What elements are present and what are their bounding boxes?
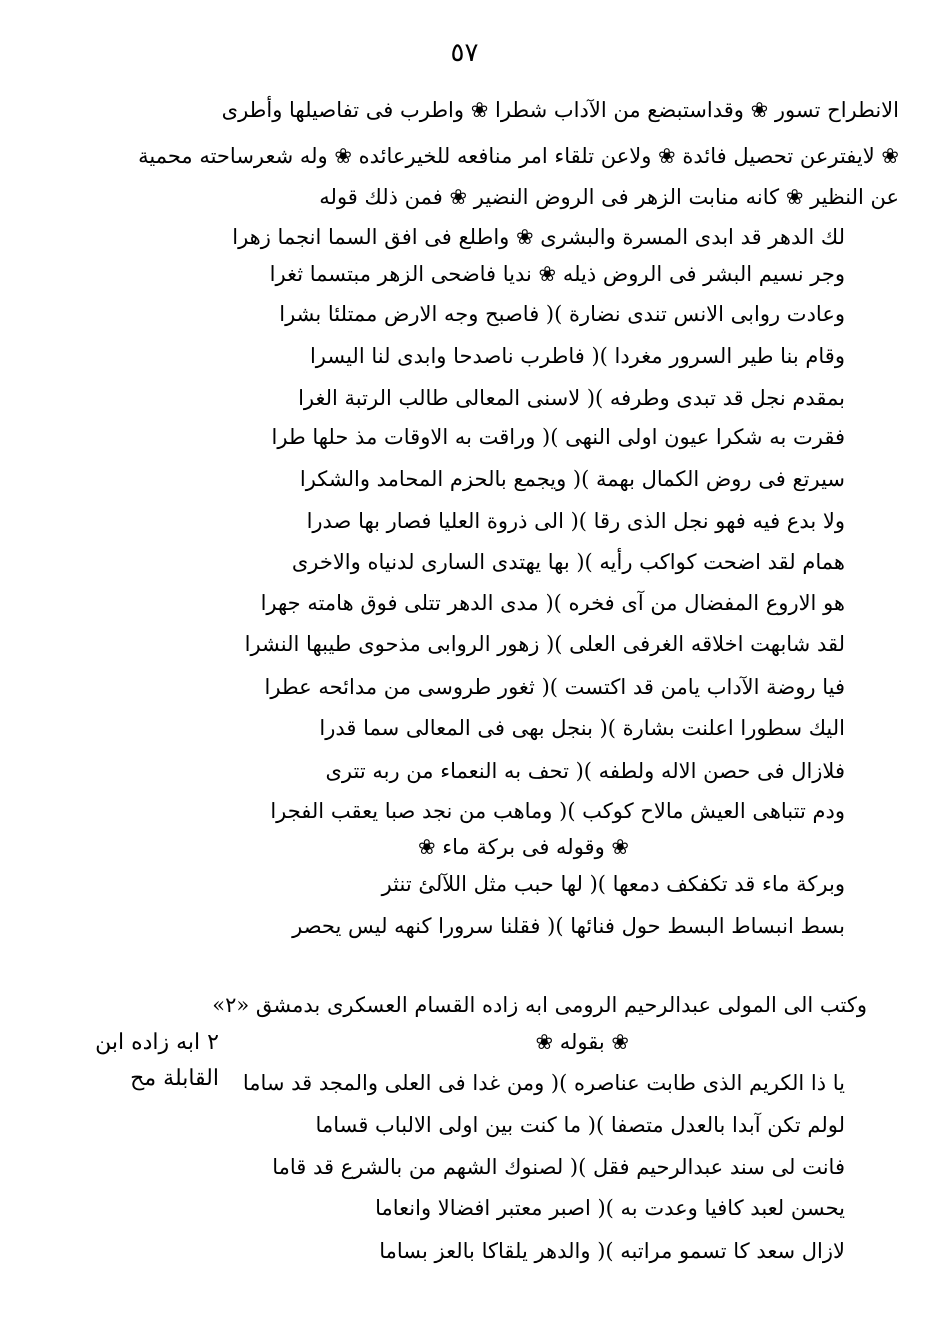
poem-line: فيا روضة الآداب يامن قد اكتست )( ثغور طروسى من مدائحه عطرا <box>264 675 845 699</box>
prose-line: ❀ لايفترعن تحصيل فائدة ❀ ولاعن تلقاء امر منافعه للخيرعائده ❀ وله شعرساحته محمية <box>138 144 899 168</box>
poem-line: لازال سعد كا تسمو مراتبه )( والدهر يلقاكا بالعز بساما <box>379 1239 845 1263</box>
poem-line: فقرت به شكرا عيون اولى النهى )( وراقت به الاوقات مذ حلها طرا <box>271 425 845 449</box>
poem-line: ودم تتباهى العيش مالاح كوكب )( وماهب من نجد صبا يعقب الفجرا <box>270 799 845 823</box>
poem-line: يحسن لعبد كافيا وعدت به )( اصبر معتبر افضالا وانعاما <box>375 1196 845 1220</box>
poem-line: همام لقد اضحت كواكب رأيه )( بها يهتدى السارى لدنياه والاخرى <box>291 550 845 574</box>
poem-line: وقام بنا طير السرور مغردا )( فاطرب ناصدحا وابدى لنا اليسرا <box>309 344 845 368</box>
footnote-line: القابلة مح <box>130 1066 219 1091</box>
poem-line: لك الدهر قد ابدى المسرة والبشرى ❀ واطلع فى افق السما انجما زهرا <box>232 225 845 249</box>
poem-line: بمقدم نجل قد تبدى وطرفه )( لاسنى المعالى طالب الرتبة الغرا <box>298 386 845 410</box>
poem-line: فلازال فى حصن الاله ولطفه )( تحف به النعماء من ربه تترى <box>325 759 845 783</box>
poem-line: هو الاروع المفضال من آى فخره )( مدى الدهر تتلى فوق هامته جهرا <box>260 591 845 615</box>
poem-line: فانت لى سند عبدالرحيم فقل )( لصنوك الشهم من بالشرع قد قاما <box>272 1155 845 1179</box>
poem-line: لولم تكن آبدا بالعدل متصفا )( ما كنت بين اولى الالباب قساما <box>315 1113 845 1137</box>
prose-line: عن النظير ❀ كانه منابت الزهر فى الروض النضير ❀ فمن ذلك قوله <box>319 185 899 209</box>
prose-line: الانطراح تسور ❀ وقداستبضع من الآداب شطرا ❀ واطرب فى تفاصيلها وأطرى <box>221 98 899 122</box>
poem-line: يا ذا الكريم الذى طابت عناصره )( ومن غدا فى العلى والمجد قد ساما <box>242 1071 845 1095</box>
poem-line: بسط انبساط البسط حول فنائها )( فقلنا سرورا كنهه ليس يحصر <box>292 914 845 938</box>
poem-line: وبركة ماء قد تكفكف دمعها )( لها حبب مثل اللآلئ تنثر <box>381 872 845 896</box>
poem-line: اليك سطورا اعلنت بشارة )( بنجل بهى فى المعالى سما قدرا <box>319 716 845 740</box>
poem-line: وعادت روابى الانس تندى نضارة )( فاصبح وجه الارض ممتلئا بشرا <box>279 302 845 326</box>
footnote-line: ٢ ابه زاده ابن <box>95 1030 219 1055</box>
poem-line: وجر نسيم البشر فى الروض ذيله ❀ نديا فاضحى الزهر مبتسما ثغرا <box>269 262 845 286</box>
section-heading: ❀ وقوله فى بركة ماء ❀ <box>417 835 629 859</box>
page-number: ٥٧ <box>450 38 479 68</box>
section-heading: ❀ بقوله ❀ <box>535 1030 629 1054</box>
poem-line: لقد شابهت اخلاقه الغرفى العلى )( زهور الروابى مذحوى طيبها النشرا <box>244 632 845 656</box>
poem-line: ولا بدع فيه فهو نجل الذى رقا )( الى ذروة العليا فصار بها صدرا <box>306 509 845 533</box>
prose-line: وكتب الى المولى عبدالرحيم الرومى ابه زاده القسام العسكرى بدمشق «٢» <box>212 993 867 1017</box>
poem-line: سيرتع فى روض الكمال بهمة )( ويجمع بالحزم المحامد والشكرا <box>299 467 845 491</box>
